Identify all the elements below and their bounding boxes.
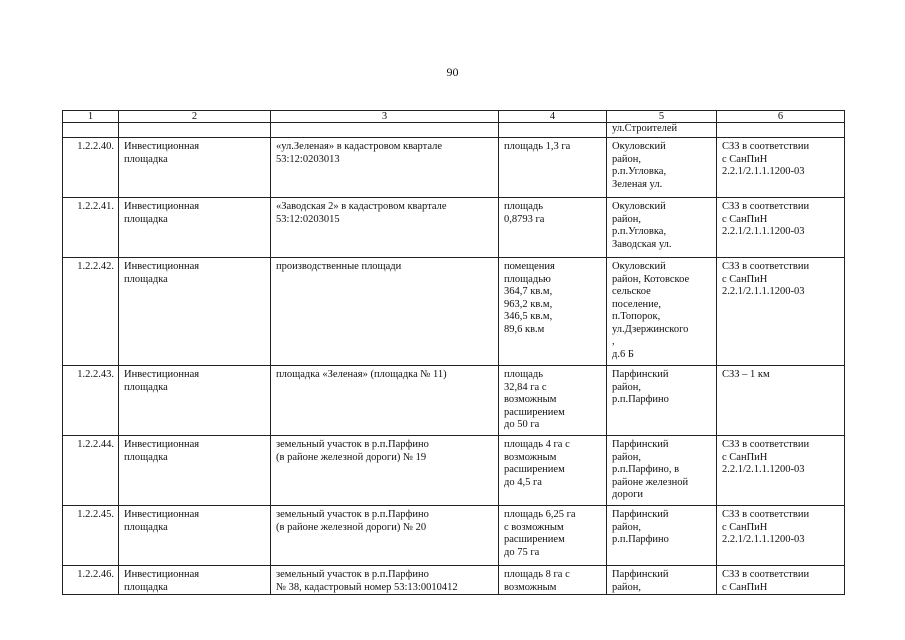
row-location: Парфинский район, р.п.Парфино — [607, 506, 717, 566]
row-restriction: СЗЗ – 1 км — [717, 366, 845, 436]
row-type: Инвестиционная площадка — [119, 198, 271, 258]
table-row — [63, 258, 845, 366]
row-object: «ул.Зеленая» в кадастровом квартале 53:12:0203013 — [271, 138, 499, 198]
row-location: Окуловский район, р.п.Угловка, Зеленая ул. — [607, 138, 717, 198]
row-type: Инвестиционная площадка — [119, 436, 271, 506]
row-area: площадь 0,8793 га — [499, 198, 607, 258]
continuation-cell-area — [499, 123, 607, 138]
table-row — [63, 138, 845, 198]
header-cell-1: 1 — [63, 111, 119, 123]
header-cell-4: 4 — [499, 111, 607, 123]
table-header-row — [63, 111, 845, 123]
row-area: площадь 8 га с возможным — [499, 566, 607, 595]
row-restriction: СЗЗ в соответствии с СанПиН 2.2.1/2.1.1.1200-03 — [717, 506, 845, 566]
row-number: 1.2.2.42. — [63, 258, 119, 366]
table-row — [63, 366, 845, 436]
page-number: 90 — [446, 65, 459, 79]
header-cell-5: 5 — [607, 111, 717, 123]
row-type: Инвестиционная площадка — [119, 566, 271, 595]
row-location: Парфинский район, р.п.Парфино, в районе железной дороги — [607, 436, 717, 506]
row-object: производственные площади — [271, 258, 499, 366]
row-restriction: СЗЗ в соответствии с СанПиН 2.2.1/2.1.1.1200-03 — [717, 436, 845, 506]
continuation-cell-restriction — [717, 123, 845, 138]
header-cell-2: 2 — [119, 111, 271, 123]
row-number: 1.2.2.41. — [63, 198, 119, 258]
row-object: площадка «Зеленая» (площадка № 11) — [271, 366, 499, 436]
row-restriction: СЗЗ в соответствии с СанПиН 2.2.1/2.1.1.1200-03 — [717, 138, 845, 198]
row-area: площадь 1,3 га — [499, 138, 607, 198]
row-restriction: СЗЗ в соответствии с СанПиН — [717, 566, 845, 595]
continuation-cell-num — [63, 123, 119, 138]
row-type: Инвестиционная площадка — [119, 138, 271, 198]
continuation-cell-object — [271, 123, 499, 138]
row-location: Парфинский район, р.п.Парфино — [607, 366, 717, 436]
header-cell-6: 6 — [717, 111, 845, 123]
header-cell-3: 3 — [271, 111, 499, 123]
row-location: Окуловский район, Котовское сельское поселение, п.Топорок, ул.Дзержинского , д.6 Б — [607, 258, 717, 366]
table-row — [63, 436, 845, 506]
row-type: Инвестиционная площадка — [119, 506, 271, 566]
row-location: Окуловский район, р.п.Угловка, Заводская ул. — [607, 198, 717, 258]
row-number: 1.2.2.43. — [63, 366, 119, 436]
row-type: Инвестиционная площадка — [119, 366, 271, 436]
row-object: «Заводская 2» в кадастровом квартале 53:12:0203015 — [271, 198, 499, 258]
continuation-cell-type — [119, 123, 271, 138]
table-row — [63, 566, 845, 595]
row-restriction: СЗЗ в соответствии с СанПиН 2.2.1/2.1.1.1200-03 — [717, 258, 845, 366]
row-number: 1.2.2.40. — [63, 138, 119, 198]
continuation-cell-location: ул.Строителей — [607, 123, 717, 138]
row-object: земельный участок в р.п.Парфино № 38, кадастровый номер 53:13:0010412 — [271, 566, 499, 595]
row-number: 1.2.2.46. — [63, 566, 119, 595]
row-restriction: СЗЗ в соответствии с СанПиН 2.2.1/2.1.1.1200-03 — [717, 198, 845, 258]
row-area: помещения площадью 364,7 кв.м, 963,2 кв.м, 346,5 кв.м, 89,6 кв.м — [499, 258, 607, 366]
row-object: земельный участок в р.п.Парфино (в районе железной дороги) № 20 — [271, 506, 499, 566]
row-area: площадь 32,84 га с возможным расширением до 50 га — [499, 366, 607, 436]
continuation-row — [63, 123, 845, 138]
row-area: площадь 6,25 га с возможным расширением до 75 га — [499, 506, 607, 566]
row-location: Парфинский район, — [607, 566, 717, 595]
table-row — [63, 506, 845, 566]
row-area: площадь 4 га с возможным расширением до 4,5 га — [499, 436, 607, 506]
row-type: Инвестиционная площадка — [119, 258, 271, 366]
document-table — [62, 110, 845, 595]
row-object: земельный участок в р.п.Парфино (в районе железной дороги) № 19 — [271, 436, 499, 506]
row-number: 1.2.2.44. — [63, 436, 119, 506]
row-number: 1.2.2.45. — [63, 506, 119, 566]
table-row — [63, 198, 845, 258]
